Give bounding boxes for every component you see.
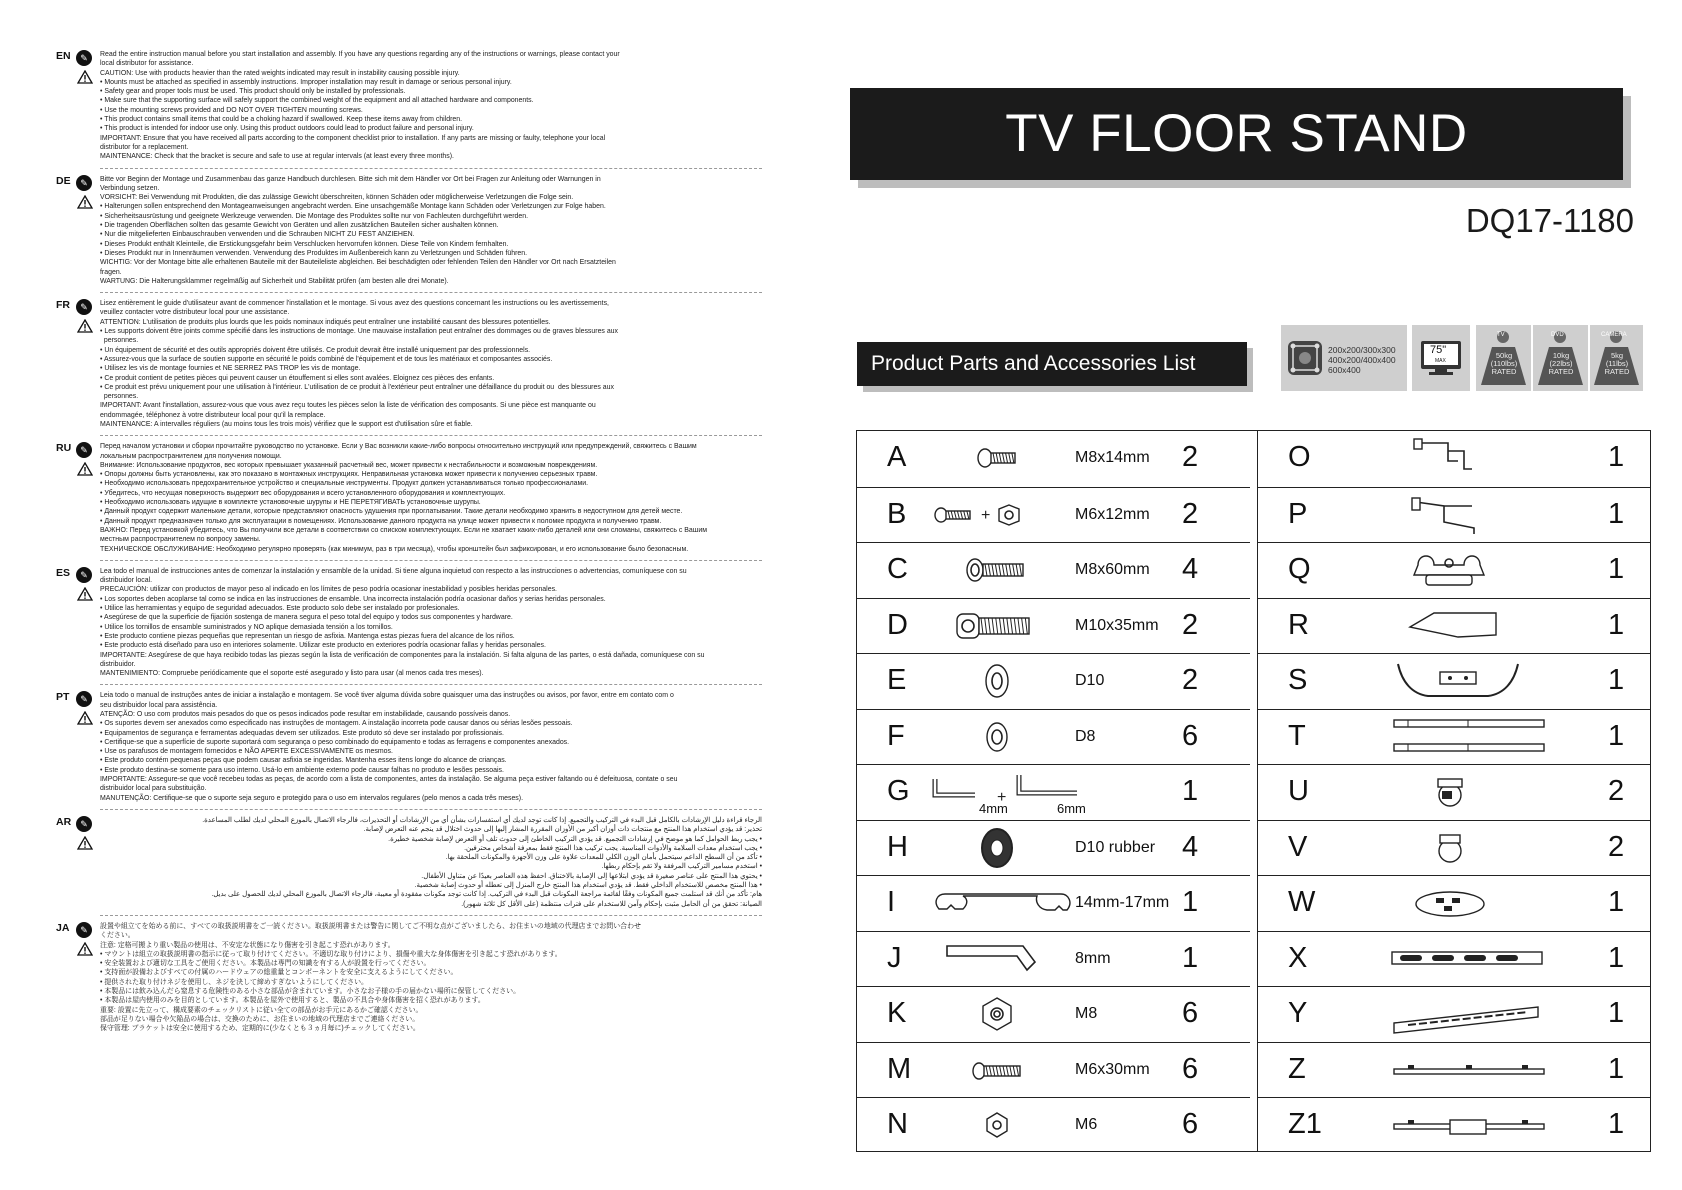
notice-text: الرجاء قراءة دليل الإرشادات بالكامل قبل البدء في التركيب والتجميع. إذا كانت توجد لديك أي استفسارات بشأن أي من الإرشادات أو التحذيرات، فالرجاء الاتصال بالموزع المحلي لديك لطلب المساعدة. تحذير: قد يؤدي استخدام هذا المنتج مع منتجات ذات أوزان أكبر من الأوزان المقررة المشار إليها إلى حدوث اختلال قد ينجم عنه التعرض لإصابة. • يجب ربط الحوامل كما هو موضح في إرشادات التجميع. قد يؤدي التركيب الخاطئ إلى حدوث تلف أو التعرض لإصابة شخصية خطيرة. • يجب استخدام معدات السلامة والأدوات المناسبة. يجب تركيب هذا المنتج فقط بمعرفة أشخاص محترفين. • تأكد من أن السطح الداعم سيتحمل بأمان الوزن الكلي للمعدات علاوة على وزن الأجهزة والمكونات الملحقة بها. • استخدم مسامير التركيب المرفقة ولا تقم بإحكام ربطها. • يحتوي هذا المنتج على عناصر صغيرة قد يؤدي ابتلاعها إلى الإصابة بالاختناق. احفظ هذه العناصر بعيدًا عن متناول الأطفال. • هذا المنتج مخصص للاستخدام الداخلي فقط. قد يؤدي استخدام هذا المنتج خارج المنزل إلى تعطله أو حدوث إصابة شخصية. هام: تأكد من أنك قد استلمت جميع المكونات وفقًا لقائمة مراجعة المكونات قبل البدء في التركيب. إذا كانت توجد مكونات مفقودة أو معيبة، فالرجاء الاتصال بالموزع المحلي لديك للحصول على بديل. الصيانة: تحقق من أن الحامل مثبت بإحكام وآمن للاستخدام على فترات منتظمة (على الأقل كل ثلاثة شهور). <box>202 816 762 908</box>
camera-weight-spec <box>1590 325 1643 391</box>
part-size: D10 rubber <box>1075 838 1156 856</box>
part-row-h <box>857 820 1250 876</box>
dvd-weight-spec <box>1533 325 1588 391</box>
part-letter: Y <box>1288 997 1308 1029</box>
part-row-k <box>857 986 1250 1042</box>
part-size: M6 <box>1075 1116 1098 1133</box>
part-row-n <box>857 1097 1250 1153</box>
part-quantity: 1 <box>1182 941 1199 974</box>
svg-text:+: + <box>997 789 1007 806</box>
warning-icon <box>77 942 93 956</box>
part-letter: E <box>887 664 907 696</box>
tv-weight-spec <box>1476 325 1531 391</box>
part-letter: X <box>1288 941 1308 974</box>
part-letter: V <box>1288 830 1308 863</box>
part-quantity: 2 <box>1608 775 1625 807</box>
part-quantity: 6 <box>1182 997 1199 1029</box>
tubes-icon <box>1388 710 1568 764</box>
warning-icon <box>77 836 93 850</box>
caster-icon <box>1388 821 1568 875</box>
rail-angled-icon <box>1388 987 1568 1041</box>
vesa-text: 200x200/300x300 400x200/400x400 600x400 <box>1328 345 1396 375</box>
notice-pt <box>56 691 762 803</box>
notice-separator <box>100 809 762 810</box>
notice-separator <box>100 292 762 293</box>
part-letter: K <box>887 997 907 1029</box>
notice-separator <box>100 684 762 685</box>
part-size: D8 <box>1075 727 1096 745</box>
part-letter: C <box>887 553 908 585</box>
part-quantity: 1 <box>1182 886 1199 918</box>
part-row-y <box>1258 986 1651 1042</box>
part-size: M6x30mm <box>1075 1060 1150 1078</box>
part-row-w <box>1258 875 1651 931</box>
language-code: JA <box>56 921 70 934</box>
part-row-z <box>1258 1042 1651 1098</box>
part-row-u <box>1258 764 1651 820</box>
part-letter: P <box>1288 497 1308 530</box>
part-row-s <box>1258 653 1651 709</box>
part-quantity: 4 <box>1182 553 1199 585</box>
hex-key-large-label: 6mm <box>1057 801 1086 816</box>
read-manual-icon: ✎ <box>76 816 92 832</box>
notice-de <box>56 175 762 287</box>
part-size: M8x60mm <box>1075 561 1150 578</box>
bar-icon <box>1388 1043 1568 1097</box>
document-title: TV FLOOR STAND <box>850 88 1623 180</box>
language-code: EN <box>56 50 71 62</box>
language-code: PT <box>56 691 70 704</box>
part-row-c <box>857 542 1250 598</box>
part-letter: F <box>887 719 905 752</box>
part-row-z1 <box>1258 1097 1651 1153</box>
part-size: M8 <box>1075 1005 1098 1022</box>
bracket-o-icon <box>1388 431 1568 485</box>
notice-text: Leia todo o manual de instruções antes de iniciar a instalação e montagem. Se você tiver alguma dúvida sobre quaisquer uma das instruções ou avisos, por favor, entre em contato com o seu distribuidor local para assistência. ATENÇÃO: O uso com produtos mais pesados do que os pesos indicados pode resultar em instabilidade, causando possíveis danos. • Os suportes devem ser anexados como especificado nas instruções de montagem. A instalação incorreta pode causar danos ou sérias lesões pessoais. • Equipamentos de segurança e ferramentas adequadas devem ser utilizados. Este produto só deve ser instalado por profissionais. • Certifique-se que a superfície de suporte suportará com segurança o peso combinado do equipamento e todas as ferragens e componentes anexados. • Use os parafusos de montagem fornecidos e NÃO APERTE EXCESSIVAMENTE os mesmos. • Este produto contém pequenas peças que podem causar asfixia se ingeridas. Mantenha esses itens longe do alcance de crianças. • Este produto destina-se somente para uso interno. Usá-lo em ambiente externo pode causar falhas no produto e lesões pessoais. IMPORTANTE: Assegure-se que você recebeu todas as peças, de acordo com a lista de componentes, antes da instalação. Se alguma peça estiver faltando ou é defeituosa, contate o seu distribuidor local para substituição. MANUTENÇÃO: Certifique-se que o suporte seja seguro e protegido para o uso em intervalos regulares (pelo menos a cada três meses). <box>100 692 678 802</box>
part-quantity: 6 <box>1182 1108 1199 1140</box>
part-row-q <box>1258 542 1651 598</box>
base-icon <box>1388 654 1568 708</box>
clamp-icon <box>1388 543 1568 597</box>
part-letter: A <box>887 441 907 473</box>
read-manual-icon: ✎ <box>76 299 92 315</box>
part-quantity: 1 <box>1608 441 1625 473</box>
warning-icon <box>77 587 93 601</box>
part-row-x <box>1258 931 1651 987</box>
warning-icon <box>77 195 93 209</box>
warning-icon <box>77 70 93 84</box>
part-letter: Z1 <box>1288 1108 1322 1140</box>
notice-text: Read the entire instruction manual before you start installation and assembly. If you have any questions regarding any of the instructions or warnings, please contact your local distributor for assistance. CAUTION: Use with products heavier than the rated weights indicated may result in instability causing possible injury. • Mounts must be attached as specified in assembly instructions. Improper installation may result in damage or serious personal injury. • Safety gear and proper tools must be used. This product should only be installed by professionals. • Make sure that the supporting surface will safely support the combined weight of the equipment and all attached hardware and components. • Use the mounting screws provided and DO NOT OVER TIGHTEN mounting screws. • This product contains small items that could be a choking hazard if swallowed. Keep these items away from children. • This product is intended for indoor use only. Using this product outdoors could lead to product failure and personal injury. IMPORTANT: Ensure that you have received all parts according to the component checklist prior to installation. If any parts are missing or faulty, telephone your local distributor for a replacement. MAINTENANCE: Check that the bracket is secure and safe to use at regular intervals (at least every three months). <box>100 51 620 161</box>
language-code: FR <box>56 299 70 312</box>
part-row-a <box>857 431 1250 487</box>
part-row-r <box>1258 598 1651 654</box>
notice-separator <box>100 435 762 436</box>
plate-icon <box>1388 876 1568 930</box>
camera-badge: CAMERA <box>1601 332 1627 338</box>
part-quantity: 2 <box>1182 441 1199 473</box>
part-quantity: 1 <box>1608 1052 1625 1085</box>
part-row-o <box>1258 431 1651 487</box>
part-row-b <box>857 487 1250 543</box>
part-quantity: 1 <box>1608 497 1625 530</box>
title-banner <box>850 88 1623 184</box>
tv-badge: TV <box>1497 332 1505 338</box>
dvd-weight: 10kg (22lbs) RATED <box>1548 351 1574 376</box>
part-quantity: 1 <box>1608 1108 1625 1140</box>
read-manual-icon: ✎ <box>76 922 92 938</box>
screen-size-spec <box>1412 325 1470 391</box>
part-quantity: 1 <box>1608 886 1625 918</box>
warning-icon <box>77 711 93 725</box>
part-row-j <box>857 931 1250 987</box>
notice-es <box>56 567 762 679</box>
notice-text: Перед началом установки и сборки прочитайте руководство по установке. Если у Вас возникли какие-либо вопросы относительно инструкций или предупреждений, свяжитесь с Вашим локальным распространителем для получения помощи. Внимание: Использование продуктов, вес которых превышает указанный расчетный вес, может привести к нестабильности и возможным повреждениям. • Опоры должны быть установлены, как это показано в монтажных инструкциях. Неправильная установка может привести к получению серьезных травм. • Необходимо использовать предохранительное устройство и специальные инструменты. Продукт должен устанавливаться только профессионалами. • Убедитесь, что несущая поверхность выдержит вес оборудования и всего установленного оборудования и комплектующих. • Необходимо использовать идущие в комплекте установочные шурупы и НЕ ПЕРЕТЯГИВАТЬ установочные шурупы. • Данный продукт содержит маленькие детали, которые представляют опасность удушения при проглатывании. Такие детали необходимо хранить в недоступном для детей месте. • Данный продукт предназначен только для эксплуатации в помещениях. Использование данного продукта на улице может привести к поломке продукта и получению травм. ВАЖНО: Перед установкой убедитесь, что Вы получили все детали в соответствии со списком комплектующих. Если не хватает каких-либо деталей или они сломаны, свяжитесь с Вашим местным распространителем по вопросу замены. ТЕХНИЧЕСКОЕ ОБСЛУЖИВАНИЕ: Необходимо регулярно проверять (как минимум, раз в три месяца), чтобы кронштейн был зафиксирован, и его использование было безопасным. <box>100 443 707 553</box>
language-code: ES <box>56 566 71 579</box>
part-row-d <box>857 598 1250 654</box>
notice-separator <box>100 915 762 916</box>
part-quantity: 2 <box>1182 664 1199 696</box>
read-manual-icon: ✎ <box>76 567 92 583</box>
language-code: AR <box>56 815 72 828</box>
part-letter: R <box>1288 608 1309 641</box>
part-size: M10x35mm <box>1075 616 1159 634</box>
notice-text: Lea todo el manual de instrucciones antes de comenzar la instalación y ensamble de la unidad. Si tiene alguna inquietud con respecto a las instrucciones o advertencias, comuníquese con su distribuidor local. PRECAUCIÓN: utilizar con productos de mayor peso al indicado en los límites de peso podría ocasionar inestabilidad y posibles heridas personales. • Los soportes deben acoplarse tal como se indica en las instrucciones de ensamble. Una incorrecta instalación podría ocasionar daños y serias heridas personales. • Utilice las herramientas y equipo de seguridad adecuados. Este producto solo debe ser instalado por profesionales. • Asegúrese de que la superficie de fijación sostenga de manera segura el peso total del equipo y todos sus componentes y hardware. • Utilice los tornillos de ensamble suministrados y NO aplique demasiada tensión a los tornillos. • Este producto contiene piezas pequeñas que representan un riesgo de asfixia. Mantenga estas piezas fuera del alcance de los niños. • Este producto está diseñado para uso en interiores solamente. Utilizar este producto en exteriores podría ocasionar fallas y heridas personales. IMPORTANTE: Asegúrese de que haya recibido todas las piezas según la lista de verificación de componentes para la instalación. Si falta alguna de las partes, o está dañada, comuníquese con su distribuidor. MANTENIMIENTO: Compruebe periódicamente que el soporte esté asegurado y listo para usar (al menos cada tres meses). <box>100 567 705 678</box>
part-quantity: 2 <box>1182 497 1199 530</box>
shelf-icon <box>1388 599 1568 653</box>
notice-text: Lisez entièrement le guide d'utilisateur avant de commencer l'installation et le montage. Si vous avez des questions concernant les instructions ou les avertissements, veuillez contacter votre distributeur local pour une assistance. ATTENTION: L'utilisation de produits plus lourds que les poids nominaux indiqués peut entraîner une instabilité causant des blessures potentielles. • Les supports doivent être joints comme spécifié dans les instructions de montage. Une mauvaise installation peut entraîner des dommages ou de graves blessures aux personnes. • Un équipement de sécurité et des outils appropriés doivent être utilisés. Ce produit devrait être installé uniquement par des professionnels. • Assurez-vous que la surface de soutien supporte en sécurité le poids combiné de l'équipement et de tous les matériaux et composantes associés. • Utilisez les vis de montage fournies et NE SERREZ PAS TROP les vis de montage. • Ce produit contient de petites pièces qui peuvent causer un étouffement si elles sont avalées. Eloignez ces pièces des enfants. • Ce produit est prévu uniquement pour une utilisation à l'intérieur. L'utilisation de ce produit à l'extérieur peut entraîner une défaillance du produit ou des blessures aux personnes. IMPORTANT: Avant l'installation, assurez-vous que vous avez reçu toutes les pièces selon la liste de vérification des composants. Si une pièce est manquante ou endommagée, téléphonez à votre distributeur local pour qu'il la remplace. MAINTENANCE: A intervalles réguliers (au moins tous les trois mois) vérifiez que le support est d'utilisation sûre et fiable. <box>100 300 619 428</box>
part-row-e <box>857 653 1250 709</box>
notice-ja <box>56 922 762 1034</box>
part-quantity: 2 <box>1182 608 1199 641</box>
part-letter: W <box>1288 886 1316 918</box>
notice-text: Bitte vor Beginn der Montage und Zusammenbau das ganze Handbuch durchlesen. Bitte sich mit dem Händler vor Ort bei Fragen zur Anleitung oder Warnungen in Verbindung setzen. VORSICHT: Bei Verwendung mit Produkten, die das zulässige Gewicht überschreiten, können Schäden oder möglicherweise Verletzungen die Folge sein. • Halterungen sollen entsprechend den Montageanweisungen angebracht werden. Eine unsachgemäße Montage kann Schäden oder Verletzungen zur Folge haben. • Sicherheitsausrüstung und geeignete Werkzeuge verwenden. Die Montage des Produktes sollte nur von Fachleuten durchgeführt werden. • Die tragenden Oberflächen sollten das gesamte Gewicht von Geräten und allen zusätzlichen Bauteilen sicher aushalten können. • Nur die mitgelieferten Einbauschrauben verwenden und die Schrauben NICHT ZU FEST ANZIEHEN. • Dieses Produkt enthält Kleinteile, die Erstickungsgefahr beim Verschlucken hervorrufen können. Diese Teile von Kindern fernhalten. • Dieses Produkt nur in Innenräumen verwenden. Verwendung des Produktes im Außenbereich kann zu Verletzungen und Schäden führen. WICHTIG: Vor der Montage bitte alle erhaltenen Bauteile mit der Bauteileliste abgleichen. Bei beschädigten oder fehlenden Teilen den Händler vor Ort nach Ersatzteilen fragen. WARTUNG: Die Halterungsklammer regelmäßig auf Sicherheit und Stabilität prüfen (am besten alle drei Monate). <box>100 175 616 285</box>
part-quantity: 1 <box>1608 608 1625 641</box>
part-row-v <box>1258 820 1651 876</box>
vesa-spec <box>1281 325 1407 391</box>
notice-fr <box>56 299 762 429</box>
part-letter: T <box>1288 719 1306 752</box>
part-row-i <box>857 875 1250 931</box>
part-size: M6x12mm <box>1075 505 1150 523</box>
part-quantity: 1 <box>1608 997 1625 1029</box>
part-letter: G <box>887 775 910 807</box>
screen-size: 75" <box>1430 344 1447 356</box>
part-letter: H <box>887 830 908 863</box>
part-quantity: 1 <box>1608 719 1625 752</box>
hex-key-small-label: 4mm <box>979 801 1008 816</box>
rail-icon <box>1388 932 1568 986</box>
safety-notices <box>56 50 762 1034</box>
part-letter: N <box>887 1108 908 1140</box>
part-quantity: 2 <box>1608 830 1625 863</box>
part-row-g <box>857 764 1250 820</box>
parts-table <box>856 430 1651 1152</box>
part-quantity: 4 <box>1182 830 1199 863</box>
spec-icons <box>1281 325 1643 391</box>
part-row-m <box>857 1042 1250 1098</box>
part-row-p <box>1258 487 1651 543</box>
part-letter: O <box>1288 441 1311 473</box>
part-quantity: 1 <box>1608 941 1625 974</box>
part-letter: Z <box>1288 1052 1306 1085</box>
part-size: 8mm <box>1075 949 1111 967</box>
notice-ru <box>56 442 762 554</box>
part-size: D10 <box>1075 672 1105 689</box>
tv-weight: 50kg (110lbs) RATED <box>1490 351 1518 376</box>
vesa-icon <box>1285 338 1325 378</box>
part-letter: M <box>887 1052 912 1085</box>
part-quantity: 1 <box>1182 775 1199 807</box>
svg-text:+: + <box>981 506 991 524</box>
warning-icon <box>77 462 93 476</box>
bracket-p-icon <box>1388 488 1568 542</box>
part-letter: J <box>887 941 902 974</box>
caster-brake-icon <box>1388 765 1568 819</box>
read-manual-icon: ✎ <box>76 691 92 707</box>
notice-en <box>56 50 762 162</box>
notice-separator <box>100 560 762 561</box>
part-quantity: 1 <box>1608 553 1625 585</box>
dvd-badge: DVD <box>1551 332 1564 338</box>
part-letter: Q <box>1288 553 1311 585</box>
part-size: 14mm-17mm <box>1075 894 1170 911</box>
bar-center-icon <box>1388 1098 1568 1152</box>
parts-heading: Product Parts and Accessories List <box>857 342 1247 386</box>
read-manual-icon: ✎ <box>76 442 92 458</box>
language-code: RU <box>56 442 72 455</box>
parts-heading-banner <box>857 342 1247 388</box>
part-size: M8x14mm <box>1075 449 1150 466</box>
part-quantity: 6 <box>1182 1052 1199 1085</box>
part-row-f <box>857 709 1250 765</box>
notice-ar <box>56 816 762 909</box>
language-code: DE <box>56 174 71 187</box>
part-quantity: 1 <box>1608 664 1625 696</box>
read-manual-icon: ✎ <box>76 175 92 191</box>
part-letter: B <box>887 497 907 530</box>
notice-separator <box>100 168 762 169</box>
part-letter: S <box>1288 664 1308 696</box>
notice-text: 設置や組立てを始める前に、すべての取扱説明書をご一読ください。取扱説明書または警告に関してご不明な点がございましたら、お住まいの地域の代理店までお問い合わせ ください。 注意: 定格可搬より重い製品の使用は、不安定な状態になり傷害を引き起こす恐れがあります。 • マウントは組立の取扱説明書の指示に従って取り付けてください。不適切な取り付けにより、損傷や重大な身体傷害を引き起こす恐れがあります。 • 安全装置および適切な工具をご使用ください。本製品は専門の知識を有する人が設置を行ってください。 • 支持面が設備およびすべての付属のハードウェアの総重量とコンポーネントを安全に支えるようにしてください。 • 提供された取り付けネジを使用し、ネジを決して締めすぎないようにしてください。 • 本製品には飲み込んだら窒息する危険性のある小さな部品が含まれています。小さなお子様の手の届かない場所に保管してください。 • 本製品は屋内使用のみを目的としています。本製品を屋外で使用すると、製品の不具合や身体傷害を招く恐れがあります。 重要: 設置に先立って、構成要素のチェックリストに従い全ての部品がお手元にあるかご確認ください。 部品が足りない場合や欠陥品の場合は、交換のために、お住まいの地域の代理店までご連絡ください。 保守管理: ブラケットは安全に使用するため、定期的に(少なくとも３ヵ月毎に)チェックしてください。 <box>100 922 641 1033</box>
model-number: DQ17-1180 <box>1465 202 1634 239</box>
part-letter: U <box>1288 775 1309 807</box>
part-row-t <box>1258 709 1651 765</box>
read-manual-icon: ✎ <box>76 50 92 66</box>
part-letter: I <box>887 886 896 918</box>
part-letter: D <box>887 608 908 641</box>
camera-weight: 5kg (11lbs) RATED <box>1604 351 1630 376</box>
screen-max: MAX <box>1435 358 1446 364</box>
warning-icon <box>77 319 93 333</box>
part-quantity: 6 <box>1182 719 1199 752</box>
